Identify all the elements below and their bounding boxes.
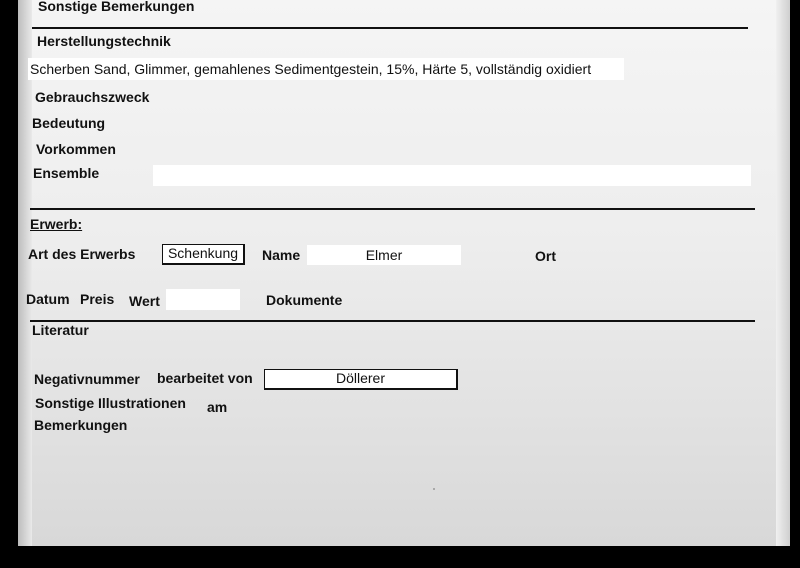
name-label: Name <box>262 247 301 263</box>
sonstige-illustrationen-label: Sonstige Illustrationen <box>35 395 186 411</box>
literatur-heading: Literatur <box>32 322 89 338</box>
art-des-erwerbs-label: Art des Erwerbs <box>28 246 136 262</box>
literatur-divider <box>30 320 755 322</box>
preis-label: Preis <box>80 291 115 307</box>
ensemble-label: Ensemble <box>33 165 100 181</box>
herstellungstechnik-label: Herstellungstechnik <box>37 33 171 49</box>
wert-field <box>166 289 240 310</box>
ort-label: Ort <box>535 248 556 264</box>
negativnummer-label: Negativnummer <box>34 371 140 387</box>
paper-right-shadow <box>776 0 790 546</box>
ensemble-field <box>153 165 751 186</box>
datum-label: Datum <box>26 291 70 307</box>
bedeutung-label: Bedeutung <box>32 115 106 131</box>
bemerkungen-label: Bemerkungen <box>34 417 128 433</box>
erwerb-heading: Erwerb: <box>30 216 83 232</box>
wert-label: Wert <box>129 293 160 309</box>
gebrauchszweck-label: Gebrauchszweck <box>35 89 150 105</box>
herstellungstechnik-value: Scherben Sand, Glimmer, gemahlenes Sedimentgestein, 15%, Härte 5, vollständig oxidiert <box>30 61 592 77</box>
paper-left-shadow <box>18 0 32 546</box>
erwerb-divider <box>30 208 755 210</box>
bearbeitet-von-label: bearbeitet von <box>157 370 253 386</box>
dokumente-label: Dokumente <box>266 292 343 308</box>
paper-sheet <box>18 0 788 546</box>
sonstige-bemerkungen-heading: Sonstige Bemerkungen <box>38 0 195 14</box>
am-label: am <box>207 399 228 415</box>
scan-speck <box>433 488 435 490</box>
art-des-erwerbs-field: Schenkung <box>162 244 245 265</box>
top-divider <box>32 27 748 29</box>
bearbeitet-von-field: Döllerer <box>264 369 458 390</box>
name-value: Elmer <box>365 247 403 263</box>
vorkommen-label: Vorkommen <box>36 141 116 157</box>
